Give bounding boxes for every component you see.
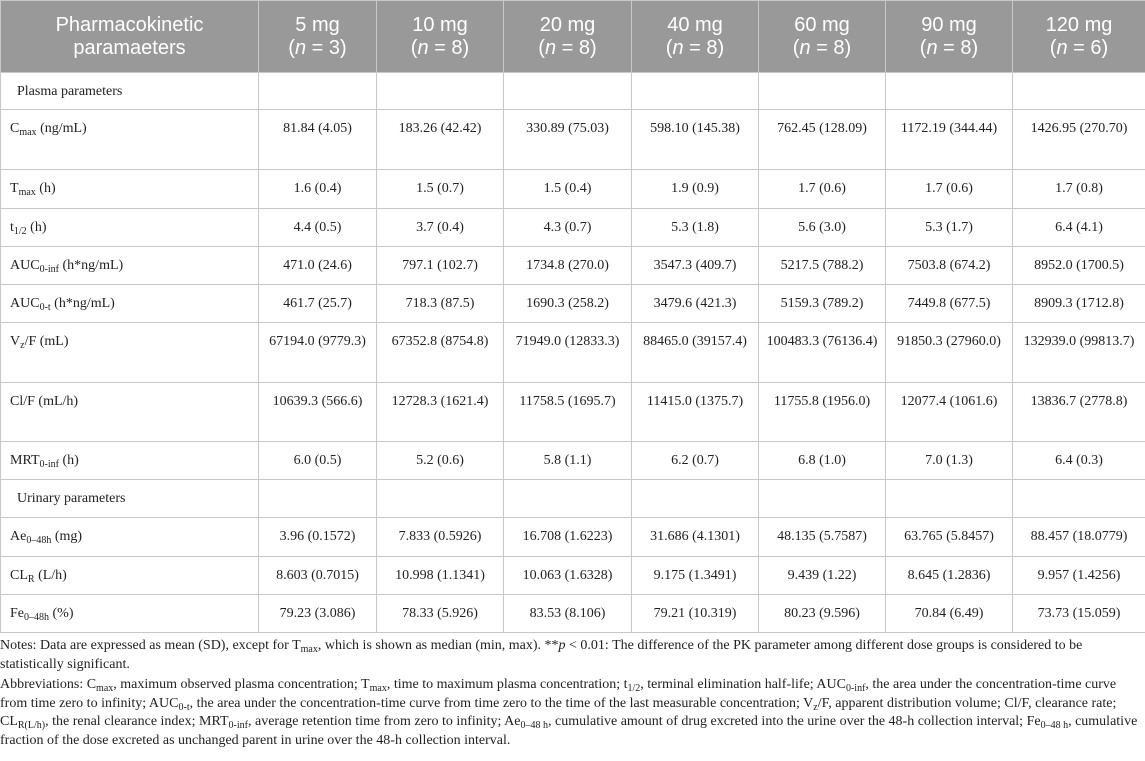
- table-cell: 1.7 (0.6): [886, 170, 1013, 209]
- dose-n: 8: [960, 36, 972, 59]
- table-cell: 8.645 (1.2836): [886, 557, 1013, 595]
- row-label: Cl/F (mL/h): [1, 383, 259, 442]
- table-cell: 9.439 (1.22): [759, 557, 886, 595]
- table-cell: 9.957 (1.4256): [1013, 557, 1145, 595]
- table-cell: 1734.8 (270.0): [504, 247, 632, 285]
- dose-label: 60 mg: [794, 13, 850, 36]
- table-cell: 4.4 (0.5): [259, 209, 377, 247]
- dose-n: 8: [578, 36, 591, 59]
- table-cell: 1.9 (0.9): [632, 170, 759, 209]
- table-row-thalf: [1, 209, 1145, 247]
- table-cell: 5217.5 (788.2): [759, 247, 886, 285]
- header-param-line2: paramaeters: [73, 36, 186, 59]
- table-cell: 67352.8 (8754.8): [377, 323, 504, 383]
- row-label: $AUC_{0-inf}$ (h*ng/mL): [1, 247, 259, 285]
- table-cell: 3547.3 (409.7): [632, 247, 759, 285]
- notes-paragraph: Notes: Data are expressed as mean (SD), except for $T_{max}$, which is shown as median (min, max). **p < 0.01: The difference of the PK parameter among different dose groups is considered to be statistically significant.: [0, 638, 1083, 672]
- table-cell: 1426.95 (270.70): [1013, 110, 1145, 170]
- table-cell: 7503.8 (674.2): [886, 247, 1013, 285]
- table-cell: 6.0 (0.5): [259, 442, 377, 480]
- table-cell: 48.135 (5.7587): [759, 518, 886, 557]
- table-cell: 461.7 (25.7): [259, 285, 377, 323]
- table-cell: 762.45 (128.09): [759, 110, 886, 170]
- dose-label: 20 mg: [539, 13, 596, 36]
- table-cell: 13836.7 (2778.8): [1013, 383, 1145, 442]
- table-cell: 8952.0 (1700.5): [1013, 247, 1145, 285]
- table-cell: 81.84 (4.05): [259, 110, 377, 170]
- header-dose-90mg: 90 mg (n = 8): [886, 1, 1013, 73]
- table-cell: 1.5 (0.7): [377, 170, 504, 209]
- table-cell: 330.89 (75.03): [504, 110, 632, 170]
- table-cell: 1690.3 (258.2): [504, 285, 632, 323]
- header-parameter: [1, 1, 259, 73]
- table-cell: 78.33 (5.926): [377, 595, 504, 633]
- table-cell: 183.26 (42.42): [377, 110, 504, 170]
- table-row-ae: [1, 518, 1145, 557]
- table-cell: 9.175 (1.3491): [632, 557, 759, 595]
- table-cell: 1.7 (0.8): [1013, 170, 1145, 209]
- table-cell: 7.0 (1.3): [886, 442, 1013, 480]
- dose-n: 8: [706, 36, 718, 59]
- header-dose-20mg: 20 mg (n = 8): [504, 1, 632, 73]
- table-cell: 1.5 (0.4): [504, 170, 632, 209]
- table-cell: 7.833 (0.5926): [377, 518, 504, 557]
- table-row-tmax: [1, 170, 1145, 209]
- table-cell: 6.2 (0.7): [632, 442, 759, 480]
- table-cell: 88465.0 (39157.4): [632, 323, 759, 383]
- table-cell: 80.23 (9.596): [759, 595, 886, 633]
- table-cell: 718.3 (87.5): [377, 285, 504, 323]
- table-cell: 5.3 (1.7): [886, 209, 1013, 247]
- table-cell: 16.708 (1.6223): [504, 518, 632, 557]
- table-cell: 8.603 (0.7015): [259, 557, 377, 595]
- table-cell: 11758.5 (1695.7): [504, 383, 632, 442]
- table-cell: 12077.4 (1061.6): [886, 383, 1013, 442]
- table-cell: 1.6 (0.4): [259, 170, 377, 209]
- dose-label: 40 mg: [667, 13, 723, 36]
- row-label: $t_{1/2}$ (h): [1, 209, 259, 247]
- dose-label: 90 mg: [921, 13, 977, 36]
- table-cell: 471.0 (24.6): [259, 247, 377, 285]
- table-cell: 67194.0 (9779.3): [259, 323, 377, 383]
- table-cell: 5.6 (3.0): [759, 209, 886, 247]
- table-cell: 100483.3 (76136.4): [759, 323, 886, 383]
- table-cell: 11755.8 (1956.0): [759, 383, 886, 442]
- table-cell: 8909.3 (1712.8): [1013, 285, 1145, 323]
- table-cell: 132939.0 (99813.7): [1013, 323, 1145, 383]
- row-label: $V_z/F$ (mL): [1, 323, 259, 383]
- table-cell: 63.765 (5.8457): [886, 518, 1013, 557]
- table-cell: 6.8 (1.0): [759, 442, 886, 480]
- table-cell: 4.3 (0.7): [504, 209, 632, 247]
- dose-label: 5 mg: [295, 13, 340, 36]
- table-cell: 6.4 (4.1): [1013, 209, 1145, 247]
- row-label: $Fe_{0-48h}$ (%): [1, 595, 259, 633]
- header-dose-60mg: 60 mg (n = 8): [759, 1, 886, 73]
- table-cell: 79.21 (10.319): [632, 595, 759, 633]
- table-cell: 797.1 (102.7): [377, 247, 504, 285]
- header-row: [1, 1, 1145, 73]
- section-row-plasma: [1, 73, 1145, 110]
- dose-label: 120 mg: [1045, 13, 1113, 36]
- table-cell: 3.96 (0.1572): [259, 518, 377, 557]
- table-cell: 5.3 (1.8): [632, 209, 759, 247]
- table-row-cmax: [1, 110, 1145, 170]
- dose-n: 8: [451, 36, 463, 59]
- table-cell: 598.10 (145.38): [632, 110, 759, 170]
- row-label: $Ae_{0-48h}$ (mg): [1, 518, 259, 557]
- section-row-urinary: [1, 480, 1145, 518]
- dose-n: 8: [833, 36, 845, 59]
- header-param-line1: Pharmacokinetic: [55, 13, 204, 36]
- table-row-mrt: [1, 442, 1145, 480]
- table-cell: 3479.6 (421.3): [632, 285, 759, 323]
- table-cell: 83.53 (8.106): [504, 595, 632, 633]
- dose-n: 6: [1090, 36, 1102, 59]
- table-cell: 79.23 (3.086): [259, 595, 377, 633]
- section-label-plasma: Plasma parameters: [1, 73, 259, 110]
- table-cell: 1.7 (0.6): [759, 170, 886, 209]
- table-row-auc-t: [1, 285, 1145, 323]
- header-dose-120mg: 120 mg (n = 6): [1013, 1, 1145, 73]
- table-cell: 70.84 (6.49): [886, 595, 1013, 633]
- row-label: $CL_R$ (L/h): [1, 557, 259, 595]
- table-cell: 5.2 (0.6): [377, 442, 504, 480]
- table-notes: [0, 637, 1138, 752]
- table-row-cl-f: [1, 383, 1145, 442]
- table-cell: 88.457 (18.0779): [1013, 518, 1145, 557]
- table-cell: 11415.0 (1375.7): [632, 383, 759, 442]
- row-label: $T_{max}$ (h): [1, 170, 259, 209]
- table-cell: 73.73 (15.059): [1013, 595, 1145, 633]
- table-cell: 10.063 (1.6328): [504, 557, 632, 595]
- dose-n: 3: [328, 36, 341, 59]
- table-cell: 10639.3 (566.6): [259, 383, 377, 442]
- header-dose-40mg: 40 mg (n = 8): [632, 1, 759, 73]
- table-row-auc-inf: [1, 247, 1145, 285]
- table-cell: 3.7 (0.4): [377, 209, 504, 247]
- table-cell: 6.4 (0.3): [1013, 442, 1145, 480]
- table-cell: 5.8 (1.1): [504, 442, 632, 480]
- row-label: $AUC_{0-t}$ (h*ng/mL): [1, 285, 259, 323]
- table-cell: 12728.3 (1621.4): [377, 383, 504, 442]
- table-cell: 10.998 (1.1341): [377, 557, 504, 595]
- table-cell: 71949.0 (12833.3): [504, 323, 632, 383]
- table-row-vz-f: [1, 323, 1145, 383]
- table-row-clr: [1, 557, 1145, 595]
- table-cell: 1172.19 (344.44): [886, 110, 1013, 170]
- table-cell: 5159.3 (789.2): [759, 285, 886, 323]
- header-dose-5mg: 5 mg (n = 3): [259, 1, 377, 73]
- table-cell: 7449.8 (677.5): [886, 285, 1013, 323]
- table-row-fe: [1, 595, 1145, 633]
- section-label-urinary: Urinary parameters: [1, 480, 259, 518]
- header-dose-10mg: 10 mg (n = 8): [377, 1, 504, 73]
- dose-label: 10 mg: [412, 13, 468, 36]
- row-label: $C_{max}$ (ng/mL): [1, 110, 259, 170]
- abbreviations-paragraph: Abbreviations: $C_{max}$, maximum observed plasma concentration; $T_{max}$, time to maximum plasma concentration; $t_{1/2}$, terminal elimination half-life; $AUC_{0-inf}$, the area under the concentration-time curve from time zero to infinity; $AUC_{0-t}$, the area under the concentration-time curve from time zero to the time of the last measurable concentration; $V_z/F$, apparent distribution volume; Cl/F, clearance rate; $CL_{R(L/h)}$, the renal clearance index; $MRT_{0-inf}$, average retention time from zero to infinity; $Ae_{0-48 h}$, cumulative amount of drug excreted into the urine over the 48-h collection interval; $Fe_{0-48 h}$, cumulative fraction of the dose excreted as unchanged parent in urine over the 48-h collection interval.: [0, 677, 1138, 748]
- row-label: $MRT_{0-inf}$ (h): [1, 442, 259, 480]
- table-cell: 31.686 (4.1301): [632, 518, 759, 557]
- table-cell: 91850.3 (27960.0): [886, 323, 1013, 383]
